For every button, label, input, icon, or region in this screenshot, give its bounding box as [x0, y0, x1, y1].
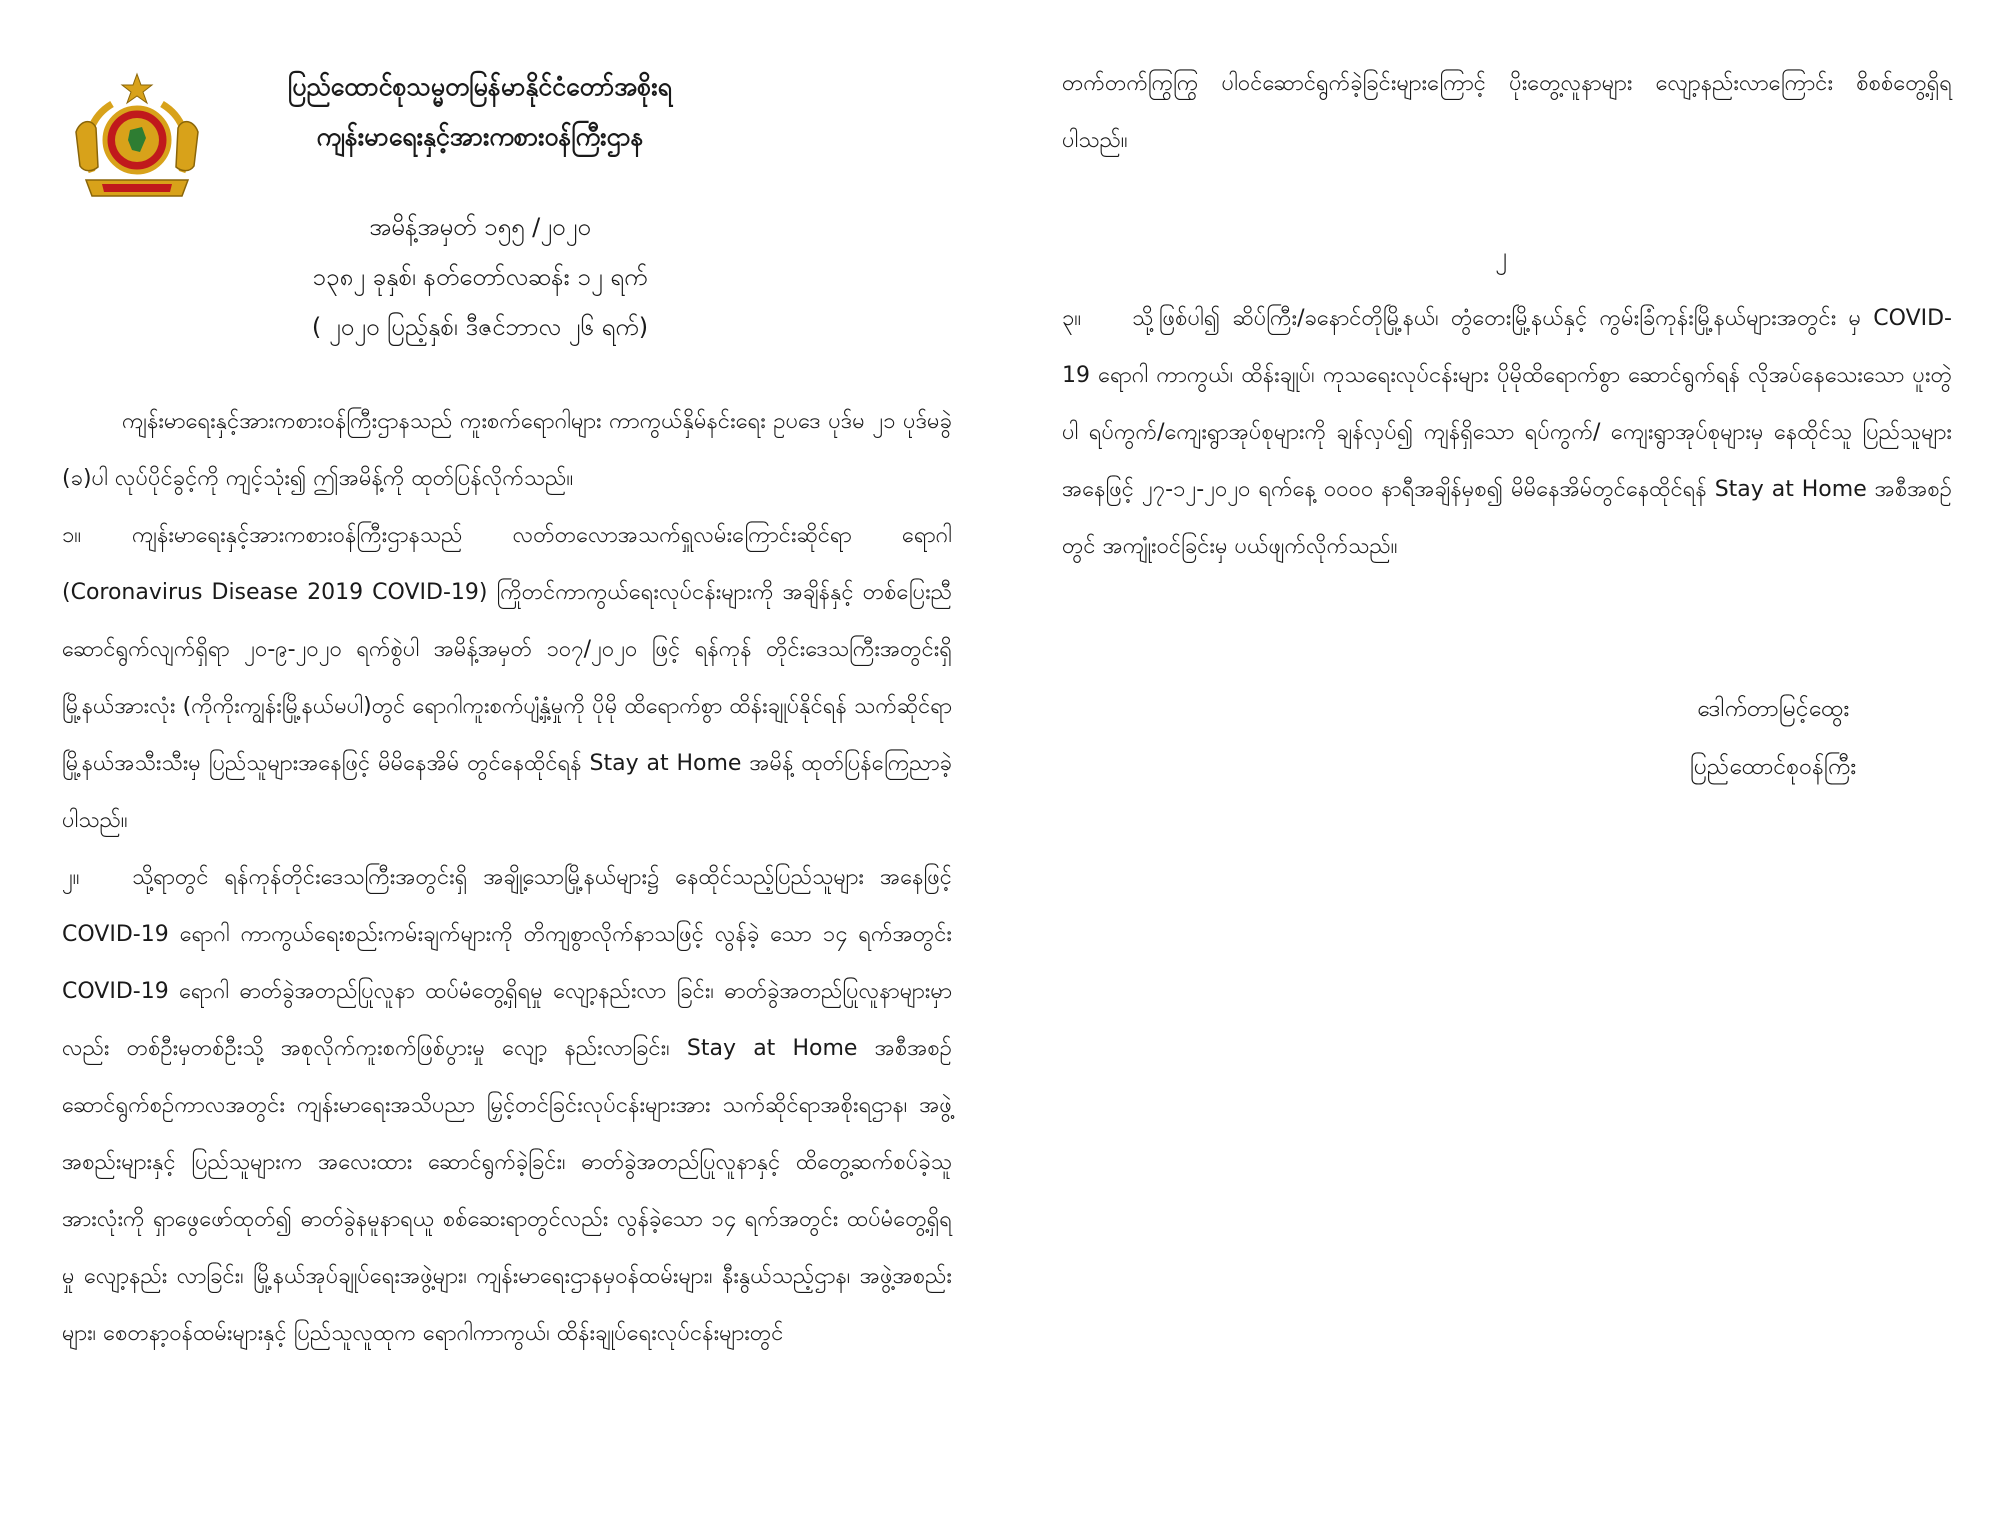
paragraph-number: ၂။	[62, 865, 80, 890]
signature-block	[1690, 680, 1856, 796]
paragraph-number: ၁။	[62, 523, 82, 548]
paragraph-3	[1062, 290, 1952, 575]
paragraph-text: ကျန်းမာရေးနှင့်အားကစားဝန်ကြီးဌာနသည် လတ်တလောအသက်ရှူလမ်းကြောင်းဆိုင်ရာ ရောဂါ (Coronavirus Disease 2019 COVID-19) ကြိုတင်ကာကွယ်ရေးလုပ်ငန်းများကို အချိန်နှင့် တစ်ပြေးညီ ဆောင်ရွက်လျက်ရှိရာ ၂၀-၉-၂၀၂၀ ရက်စွဲပါ အမိန့်အမှတ် ၁၀၇/၂၀၂၀ ဖြင့် ရန်ကုန် တိုင်းဒေသကြီးအတွင်းရှိ မြို့နယ်အားလုံး (ကိုကိုးကျွန်းမြို့နယ်မပါ)တွင် ရောဂါကူးစက်ပျံ့နှံ့မှုကို ပိုမို ထိရောက်စွာ ထိန်းချုပ်နိုင်ရန် သက်ဆိုင်ရာမြို့နယ်အသီးသီးမှ ပြည်သူများအနေဖြင့် မိမိနေအိမ် တွင်နေထိုင်ရန် Stay at Home အမိန့် ထုတ်ပြန်ကြေညာခဲ့ပါသည်။	[62, 523, 952, 833]
page-number: ၂	[1495, 242, 1507, 270]
ministry-name: ကျန်းမာရေးနှင့်အားကစားဝန်ကြီးဌာန	[316, 122, 644, 151]
left-column	[62, 393, 952, 1362]
document-header	[260, 62, 700, 352]
government-name: ပြည်ထောင်စုသမ္မတမြန်မာနိုင်ငံတော်အစိုးရ	[288, 72, 672, 101]
paragraph-1	[62, 507, 952, 849]
paragraph-text: သို့ဖြစ်ပါ၍ ဆိပ်ကြီး/ခနောင်တိုမြို့နယ်၊ တွံတေးမြို့နယ်နှင့် ကွမ်းခြံကုန်းမြို့နယ်များအတွင်း မှ COVID-19 ရောဂါ ကာကွယ်၊ ထိန်းချုပ်၊ ကုသရေးလုပ်ငန်းများ ပိုမိုထိရောက်စွာ ဆောင်ရွက်ရန် လိုအပ်နေသေးသော ပူးတွဲပါ ရပ်ကွက်/ကျေးရွာအုပ်စုများကို ချန်လှပ်၍ ကျန်ရှိသော ရပ်ကွက်/ ကျေးရွာအုပ်စုများမှ နေထိုင်သူ ပြည်သူများအနေဖြင့် ၂၇-၁၂-၂၀၂၀ ရက်နေ့ ၀၀၀၀ နာရီအချိန်မှစ၍ မိမိနေအိမ်တွင်နေထိုင်ရန် Stay at Home အစီအစဉ်တွင် အကျုံးဝင်ခြင်းမှ ပယ်ဖျက်လိုက်သည်။	[1062, 306, 1952, 559]
myanmar-date: ၁၃၈၂ ခုနှစ်၊ နတ်တော်လဆန်း ၁၂ ရက်	[312, 263, 648, 291]
right-column	[1062, 55, 1952, 169]
signatory-name: ဒေါက်တာမြင့်ထွေး	[1696, 696, 1850, 722]
paragraph-text: သို့ရာတွင် ရန်ကုန်တိုင်းဒေသကြီးအတွင်းရှိ အချို့သောမြို့နယ်များ၌ နေထိုင်သည့်ပြည်သူများ အနေဖြင့် COVID-19 ရောဂါ ကာကွယ်ရေးစည်းကမ်းချက်များကို တိကျစွာလိုက်နာသဖြင့် လွန်ခဲ့ သော ၁၄ ရက်အတွင်း COVID-19 ရောဂါ ဓာတ်ခွဲအတည်ပြုလူနာ ထပ်မံတွေ့ရှိရမှု လျော့နည်းလာ ခြင်း၊ ဓာတ်ခွဲအတည်ပြုလူနာများမှာလည်း တစ်ဦးမှတစ်ဦးသို့ အစုလိုက်ကူးစက်ဖြစ်ပွားမှု လျော့ နည်းလာခြင်း၊ Stay at Home အစီအစဉ် ဆောင်ရွက်စဉ်ကာလအတွင်း ကျန်းမာရေးအသိပညာ မြှင့်တင်ခြင်းလုပ်ငန်းများအား သက်ဆိုင်ရာအစိုးရဌာန၊ အဖွဲ့အစည်းများနှင့် ပြည်သူများက အလေးထား ဆောင်ရွက်ခဲ့ခြင်း၊ ဓာတ်ခွဲအတည်ပြုလူနာနှင့် ထိတွေ့ဆက်စပ်ခဲ့သူအားလုံးကို ရှာဖွေဖော်ထုတ်၍ ဓာတ်ခွဲနမူနာရယူ စစ်ဆေးရာတွင်လည်း လွန်ခဲ့သော ၁၄ ရက်အတွင်း ထပ်မံတွေ့ရှိရမှု လျော့နည်း လာခြင်း၊ မြို့နယ်အုပ်ချုပ်ရေးအဖွဲ့များ၊ ကျန်းမာရေးဌာနမှဝန်ထမ်းများ၊ နီးနွယ်သည့်ဌာန၊ အဖွဲ့အစည်း များ၊ စေတနာ့ဝန်ထမ်းများနှင့် ပြည်သူလူထုက ရောဂါကာကွယ်၊ ထိန်းချုပ်ရေးလုပ်ငန်းများတွင်	[62, 865, 952, 1346]
intro-paragraph: ကျန်းမာရေးနှင့်အားကစားဝန်ကြီးဌာနသည် ကူးစက်ရောဂါများ ကာကွယ်နှိမ်နင်းရေး ဥပဒေ ပုဒ်မ ၂၁ ပုဒ်မခွဲ (ခ)ပါ လုပ်ပိုင်ခွင့်ကို ကျင့်သုံး၍ ဤအမိန့်ကို ထုတ်ပြန်လိုက်သည်။	[62, 409, 952, 491]
state-seal-icon	[72, 72, 202, 207]
continuation-text: တက်တက်ကြွကြွ ပါဝင်ဆောင်ရွက်ခဲ့ခြင်းများကြောင့် ပိုးတွေ့လူနာများ လျော့နည်းလာကြောင်း စိစစ်တွေ့ရှိရပါသည်။	[1062, 71, 1952, 153]
signatory-title: ပြည်ထောင်စုဝန်ကြီး	[1690, 754, 1857, 780]
paragraph-2	[62, 849, 952, 1362]
paragraph-number: ၃။	[1062, 306, 1082, 331]
order-number: အမိန့်အမှတ် ၁၅၅ /၂၀၂၀	[369, 213, 591, 241]
gregorian-date: ( ၂၀၂၀ ပြည့်နှစ်၊ ဒီဇင်ဘာလ ၂၆ ရက်)	[311, 313, 649, 341]
